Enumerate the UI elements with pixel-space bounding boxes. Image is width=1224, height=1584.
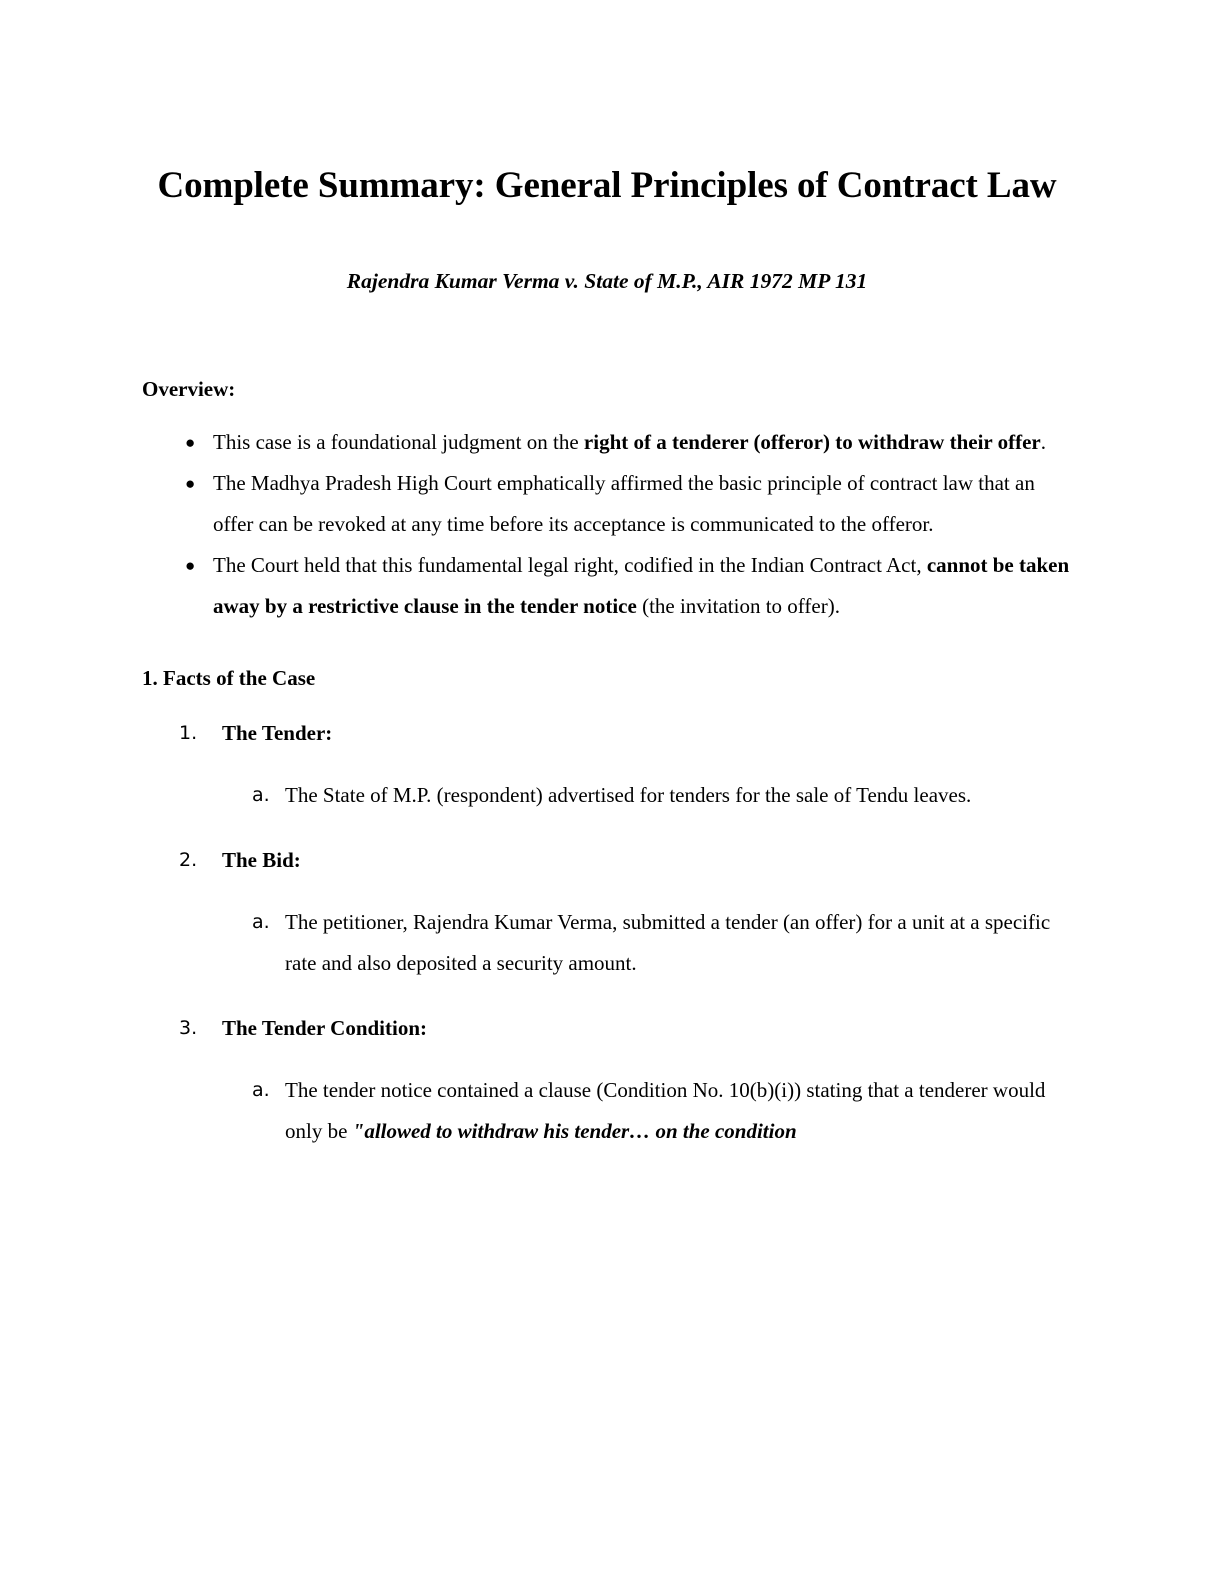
overview-bullet-text (213, 553, 1069, 618)
facts-list-item-label: The Tender: (222, 721, 333, 745)
facts-sub-list-item (222, 1070, 1072, 1152)
sub-list-item-letter: a. (252, 784, 270, 806)
facts-list-item (142, 1008, 1072, 1176)
facts-sub-list-item (222, 902, 1072, 984)
overview-bullet-emphasis: cannot be taken away by a restrictive clause in the tender notice (213, 553, 1070, 618)
overview-heading: Overview: (142, 377, 236, 401)
list-item-number: 1. (179, 722, 198, 744)
overview-bullet-item (142, 463, 1072, 545)
facts-list-item (142, 713, 1072, 840)
facts-sub-list-item-text (285, 783, 971, 807)
overview-bullet-text: . (1040, 430, 1046, 454)
facts-sub-list (222, 754, 1072, 838)
facts-sub-text: The tender notice contained a clause (Condition No. 10(b)(i)) stating that a tenderer would only be (285, 1078, 1046, 1143)
bullet-point-icon: ● (185, 474, 196, 493)
facts-sub-quote: "allowed to withdraw his tender… on the condition (352, 1119, 797, 1143)
facts-of-the-case-heading: 1. Facts of the Case (142, 666, 316, 690)
overview-bullet-item (142, 422, 1072, 463)
overview-bullet-text (213, 430, 1046, 454)
facts-sub-text: The petitioner, Rajendra Kumar Verma, submitted a tender (an offer) for a unit at a specific rate and also deposited a security amount. (285, 910, 1051, 975)
facts-list-item-label: The Tender Condition: (222, 1016, 428, 1040)
facts-list-item (142, 840, 1072, 1008)
facts-sub-text: The State of M.P. (respondent) advertised for tenders for the sale of Tendu leaves. (285, 783, 972, 807)
overview-bullet-text: This case is a foundational judgment on the (213, 430, 584, 454)
page-title: Complete Summary: General Principles of Contract Law (157, 165, 1057, 206)
case-citation-subtitle: Rajendra Kumar Verma v. State of M.P., AIR 1972 MP 131 (346, 269, 868, 293)
overview-bullet-text: (the invitation to offer). (636, 594, 840, 618)
facts-sub-list (222, 1049, 1072, 1174)
list-item-number: 2. (179, 849, 198, 871)
overview-bullet-item (142, 545, 1072, 627)
sub-list-item-letter: a. (252, 911, 270, 933)
facts-sub-list-item-text (285, 1078, 1045, 1143)
facts-numbered-list (142, 693, 1072, 1176)
facts-sub-list (222, 881, 1072, 1006)
overview-bullet-text (213, 471, 1035, 536)
facts-sub-list-item (222, 775, 1072, 816)
document-content (142, 0, 1072, 1176)
bullet-point-icon: ● (185, 556, 196, 575)
overview-bullet-emphasis: right of a tenderer (offeror) to withdraw their offer (583, 430, 1041, 454)
overview-bullet-list (142, 404, 1072, 627)
facts-list-item-label: The Bid: (222, 848, 301, 872)
sub-list-item-letter: a. (252, 1079, 270, 1101)
bullet-point-icon: ● (185, 433, 196, 452)
list-item-number: 3. (179, 1017, 198, 1039)
overview-bullet-text: The Madhya Pradesh High Court emphatically affirmed the basic principle of contract law that an offer can be revoked at any time before its acceptance is communicated to the offeror. (213, 471, 1035, 536)
facts-sub-list-item-text (285, 910, 1050, 975)
overview-bullet-text: The Court held that this fundamental legal right, codified in the Indian Contract Act, (213, 553, 927, 577)
